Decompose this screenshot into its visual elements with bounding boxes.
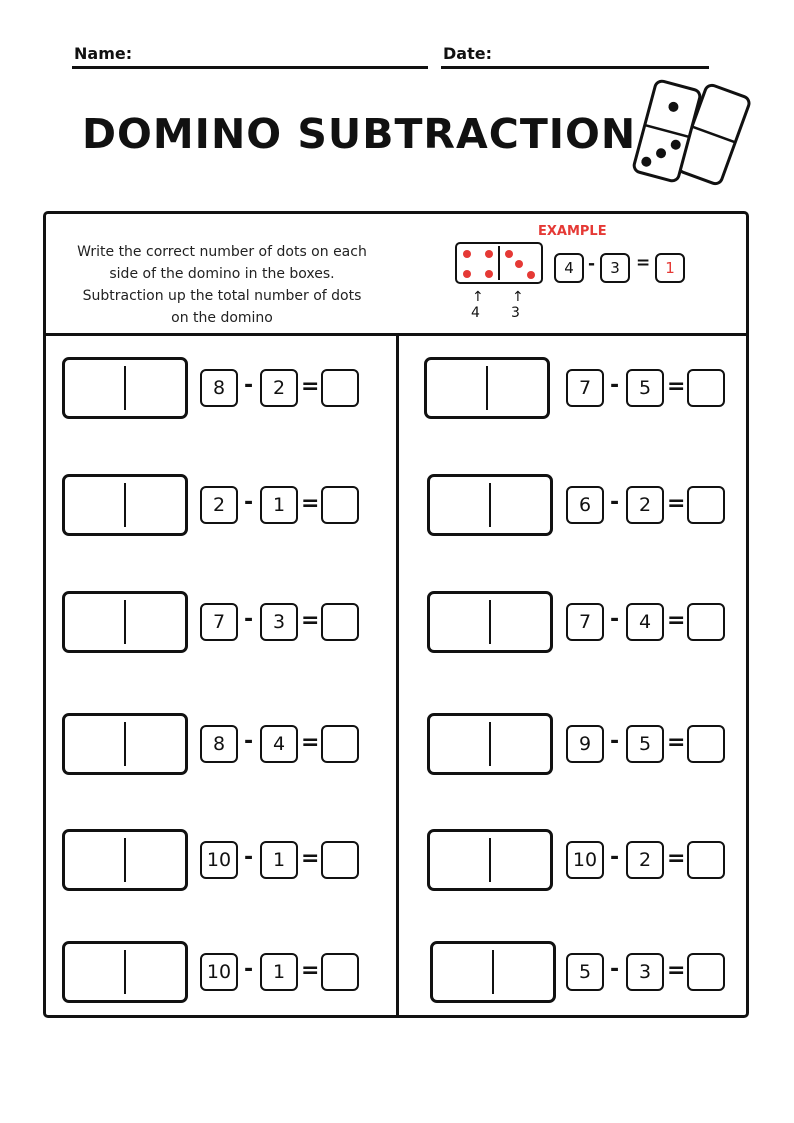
minuend-box: 5 [566, 953, 604, 991]
example-subtrahend-box: 3 [600, 253, 630, 283]
equals-sign: = [301, 846, 320, 871]
subtrahend-box: 1 [260, 953, 298, 991]
domino-divider [124, 483, 126, 527]
example-left-count: 4 [471, 305, 480, 321]
minus-sign: - [610, 607, 620, 632]
minuend-box: 8 [200, 369, 238, 407]
domino-divider [124, 950, 126, 994]
minuend-box: 10 [200, 953, 238, 991]
domino-answer-box[interactable] [427, 829, 553, 891]
equals-sign: = [301, 374, 320, 399]
answer-box[interactable] [687, 486, 725, 524]
answer-box[interactable] [321, 603, 359, 641]
instructions [58, 241, 386, 329]
subtrahend-box: 3 [626, 953, 664, 991]
subtrahend-box: 2 [626, 841, 664, 879]
instructions-line: Subtraction up the total number of dots [82, 288, 362, 304]
equals-sign: = [667, 491, 686, 516]
domino-answer-box[interactable] [62, 591, 188, 653]
minus-sign: - [244, 490, 254, 515]
answer-box[interactable] [321, 369, 359, 407]
example-minuend-box: 4 [554, 253, 584, 283]
minuend-box: 10 [566, 841, 604, 879]
minus-sign: - [610, 490, 620, 515]
subtrahend-box: 4 [626, 603, 664, 641]
domino-dot [463, 250, 471, 258]
domino-divider [492, 950, 494, 994]
instructions-line: side of the domino in the boxes. [109, 266, 335, 282]
domino-divider [489, 600, 491, 644]
domino-answer-box[interactable] [62, 829, 188, 891]
domino-divider [124, 600, 126, 644]
domino-dot [505, 250, 513, 258]
minus-sign: - [244, 607, 254, 632]
subtrahend-box: 5 [626, 725, 664, 763]
domino-answer-box[interactable] [62, 474, 188, 536]
domino-answer-box[interactable] [62, 941, 188, 1003]
minuend-box: 8 [200, 725, 238, 763]
equals-sign: = [301, 730, 320, 755]
domino-dot [515, 260, 523, 268]
equals-sign: = [301, 491, 320, 516]
equals-sign: = [636, 253, 651, 273]
answer-box[interactable] [321, 725, 359, 763]
subtrahend-box: 3 [260, 603, 298, 641]
domino-answer-box[interactable] [62, 357, 188, 419]
equals-sign: = [301, 958, 320, 983]
date-label: Date: [443, 44, 492, 63]
domino-dot [463, 270, 471, 278]
instructions-line: on the domino [171, 310, 273, 326]
subtrahend-box: 2 [260, 369, 298, 407]
up-arrow-icon: ↑ [512, 289, 524, 305]
date-field[interactable] [441, 66, 709, 69]
domino-answer-box[interactable] [430, 941, 556, 1003]
domino-divider [498, 246, 500, 280]
domino-divider [124, 838, 126, 882]
domino-divider [124, 722, 126, 766]
domino-dot [485, 270, 493, 278]
minuend-box: 9 [566, 725, 604, 763]
subtrahend-box: 1 [260, 486, 298, 524]
answer-box[interactable] [687, 603, 725, 641]
equals-sign: = [667, 374, 686, 399]
instructions-line: Write the correct number of dots on each [77, 244, 367, 260]
domino-dot [527, 271, 535, 279]
minuend-box: 2 [200, 486, 238, 524]
minuend-box: 6 [566, 486, 604, 524]
domino-divider [489, 483, 491, 527]
domino-answer-box[interactable] [427, 474, 553, 536]
name-label: Name: [74, 44, 133, 63]
domino-answer-box[interactable] [427, 713, 553, 775]
equals-sign: = [667, 730, 686, 755]
minus-sign: - [610, 373, 620, 398]
equals-sign: = [667, 608, 686, 633]
domino-answer-box[interactable] [427, 591, 553, 653]
up-arrow-icon: ↑ [472, 289, 484, 305]
answer-box[interactable] [687, 725, 725, 763]
minuend-box: 7 [566, 603, 604, 641]
domino-divider [124, 366, 126, 410]
example-right-count: 3 [511, 305, 520, 321]
minus-sign: - [244, 729, 254, 754]
subtrahend-box: 4 [260, 725, 298, 763]
minus-sign: - [244, 845, 254, 870]
subtrahend-box: 1 [260, 841, 298, 879]
answer-box[interactable] [687, 369, 725, 407]
answer-box[interactable] [321, 841, 359, 879]
minus-sign: - [610, 729, 620, 754]
domino-answer-box[interactable] [62, 713, 188, 775]
subtrahend-box: 5 [626, 369, 664, 407]
minuend-box: 10 [200, 841, 238, 879]
minus-sign: - [610, 957, 620, 982]
answer-box[interactable] [321, 486, 359, 524]
equals-sign: = [667, 958, 686, 983]
answer-box[interactable] [321, 953, 359, 991]
domino-divider [486, 366, 488, 410]
equals-sign: = [301, 608, 320, 633]
minus-sign: - [610, 845, 620, 870]
minus-sign: - [244, 373, 254, 398]
example-label: EXAMPLE [538, 224, 607, 239]
example-domino [455, 242, 543, 284]
name-field[interactable] [72, 66, 428, 69]
equals-sign: = [667, 846, 686, 871]
minus-sign: - [244, 957, 254, 982]
subtrahend-box: 2 [626, 486, 664, 524]
minuend-box: 7 [200, 603, 238, 641]
domino-dot [485, 250, 493, 258]
example-answer-box: 1 [655, 253, 685, 283]
dominoes-icon [622, 76, 762, 196]
minus-sign: - [588, 254, 596, 274]
answer-box[interactable] [687, 841, 725, 879]
page-title: DOMINO SUBTRACTION [82, 110, 637, 158]
minuend-box: 7 [566, 369, 604, 407]
domino-divider [489, 838, 491, 882]
column-divider [396, 335, 399, 1018]
answer-box[interactable] [687, 953, 725, 991]
domino-divider [489, 722, 491, 766]
domino-answer-box[interactable] [424, 357, 550, 419]
